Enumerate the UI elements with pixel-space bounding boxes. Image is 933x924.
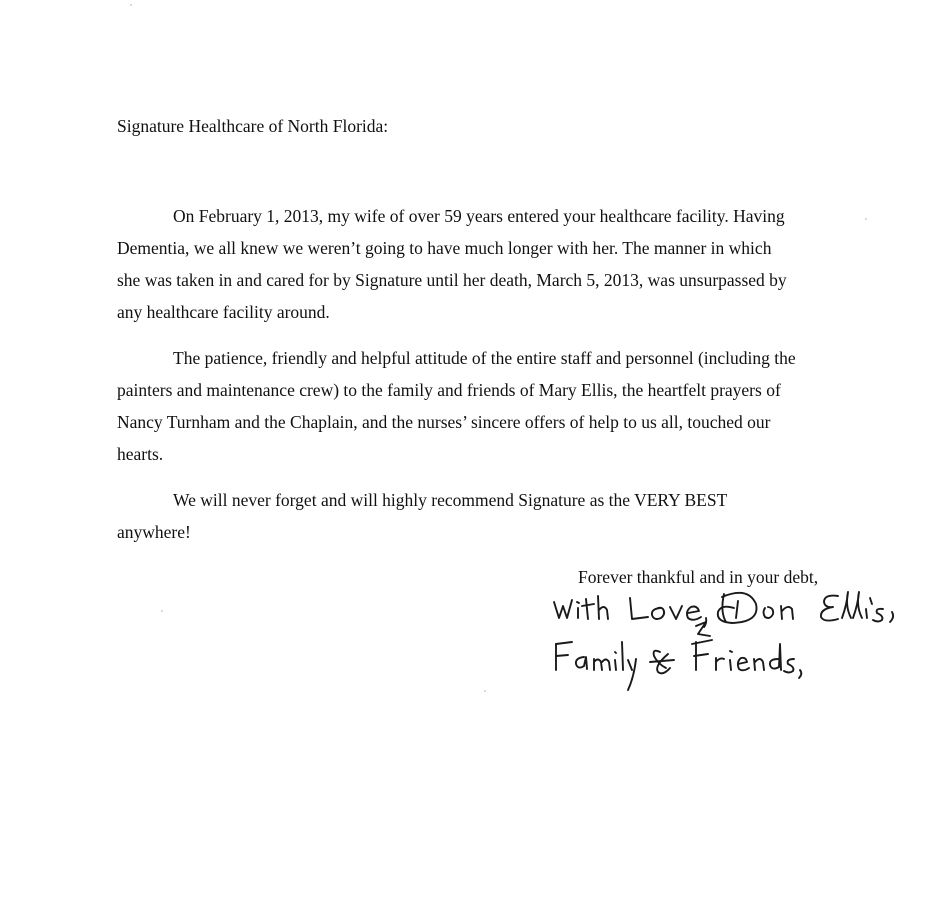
scan-speck <box>865 218 867 220</box>
closing-line: Forever thankful and in your debt, <box>578 567 819 587</box>
paragraph-line: hearts. <box>117 444 164 464</box>
scan-speck <box>161 610 163 612</box>
paragraph-line: Dementia, we all knew we weren’t going to have much longer with her. The manner in which <box>117 238 772 258</box>
paragraph-line: On February 1, 2013, my wife of over 59 years entered your healthcare facility. Having <box>173 206 785 226</box>
paragraph-line: any healthcare facility around. <box>117 302 330 322</box>
paragraph-line: We will never forget and will highly recommend Signature as the VERY BEST <box>173 490 728 510</box>
paragraph-line: Nancy Turnham and the Chaplain, and the nurses’ sincere offers of help to us all, touched our <box>117 412 771 432</box>
letter-paragraph <box>117 200 837 328</box>
scan-speck <box>130 4 132 6</box>
letter-paragraph <box>117 484 837 548</box>
handwritten-signature <box>548 582 918 692</box>
paragraph-line: The patience, friendly and helpful attitude of the entire staff and personnel (including the <box>173 348 796 368</box>
scan-speck <box>484 690 486 692</box>
letter-paragraph <box>117 342 837 470</box>
paragraph-line: painters and maintenance crew) to the family and friends of Mary Ellis, the heartfelt prayers of <box>117 380 781 400</box>
paragraph-line: anywhere! <box>117 522 191 542</box>
salutation: Signature Healthcare of North Florida: <box>117 116 389 136</box>
paragraph-line: she was taken in and cared for by Signature until her death, March 5, 2013, was unsurpassed by <box>117 270 787 290</box>
